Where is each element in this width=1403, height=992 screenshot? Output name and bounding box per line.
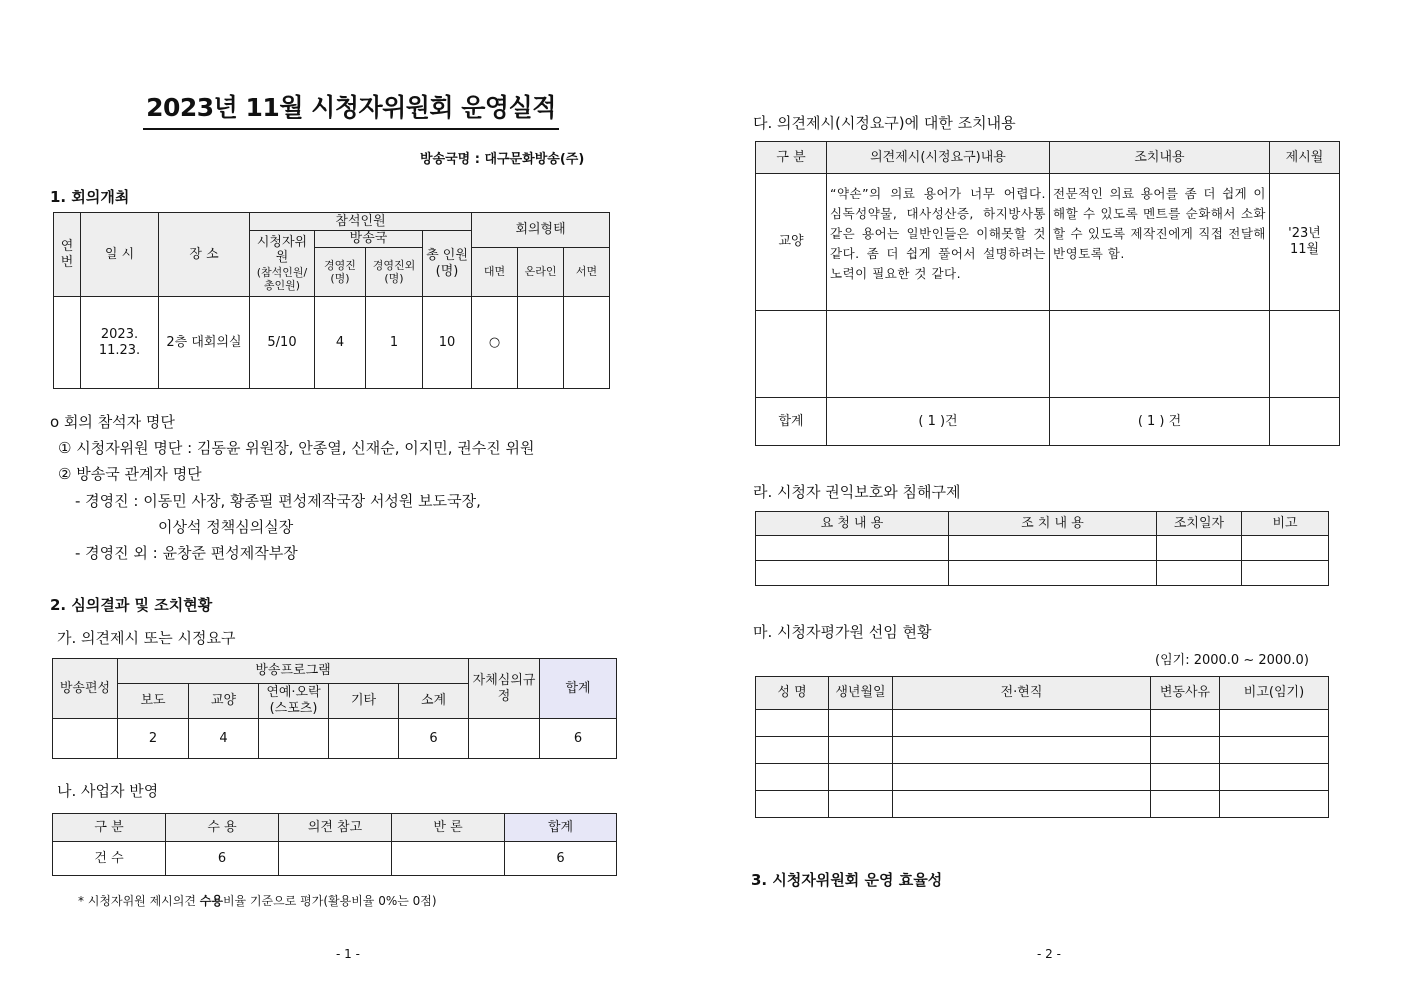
cell-empty: [1220, 764, 1329, 791]
col-accept: 수 용: [166, 814, 279, 842]
col-exec: 경영진(명): [315, 248, 366, 297]
term-label: (임기: 2000.0 ~ 2000.0): [1155, 653, 1309, 668]
cell-viewer: 5/10: [250, 297, 315, 389]
page-number-1: - 1 -: [336, 947, 360, 961]
participants-line5: - 경영진 외 : 윤창준 편성제작부장: [75, 544, 298, 562]
participants-heading: o 회의 참석자 명단: [50, 413, 175, 431]
cell-online: [518, 297, 564, 389]
participants-line2: ② 방송국 관계자 명단: [58, 465, 202, 483]
evaluator-table: [755, 676, 1329, 818]
col-entertainment: 연예·오락(스포츠): [259, 684, 329, 719]
cell-self-review: [469, 719, 540, 759]
action-table: [755, 141, 1340, 446]
cell-date: [81, 297, 159, 389]
cell-no: [54, 297, 81, 389]
col-note: 비고: [1242, 512, 1329, 536]
col-month: 제시월: [1270, 142, 1340, 174]
cell-month-line2: 11월: [1289, 242, 1320, 257]
cell-written: [564, 297, 610, 389]
cell-empty: [829, 791, 893, 818]
col-in-person: 대면: [472, 248, 518, 297]
cell-empty: [1270, 311, 1340, 398]
col-date: 조치일자: [1157, 512, 1242, 536]
cell-empty: [949, 561, 1157, 586]
col-self-review: 자체심의규정: [469, 659, 540, 719]
col-format: 회의형태: [472, 213, 610, 248]
subsection-e-heading: 마. 시청자평가원 선임 현황: [753, 623, 932, 641]
participants-line1: ① 시청자위원 명단 : 김동윤 위원장, 안종열, 신재순, 이지민, 권수진 위원: [58, 439, 535, 457]
cell-month: [1270, 174, 1340, 311]
footnote-post: 비율 기준으로 평가(활용비율 0%는 0점): [222, 894, 437, 908]
cell-empty: [829, 764, 893, 791]
cell-empty: [1151, 791, 1220, 818]
cell-action: 전문적인 의료 용어를 좀 더 쉽게 이해할 수 있도록 멘트를 순화해서 소화할 수 있도록 제작진에게 직접 전달해 반영토록 함.: [1050, 174, 1270, 311]
col-reason: 변동사유: [1151, 677, 1220, 710]
cell-opinion: “약손”의 의료 용어가 너무 어렵다. 심독성약물, 대사성산증, 하지방사통 같은 용어는 일반인들은 이해못할 것 같다. 좀 더 쉽게 풀어서 설명하려는 노력이 필요한 것 같다.: [827, 174, 1050, 311]
cell-total-opinion: ( 1 )건: [827, 398, 1050, 446]
cell-empty: [756, 561, 949, 586]
col-reference: 의견 참고: [279, 814, 392, 842]
col-job: 전·현직: [893, 677, 1151, 710]
col-subtotal: 소계: [399, 684, 469, 719]
cell-empty: [893, 791, 1151, 818]
cell-exec: 4: [315, 297, 366, 389]
cell-empty: [829, 710, 893, 737]
page-title: 2023년 11월 시청자위원회 운영실적: [143, 88, 559, 130]
col-attendees: 참석인원: [250, 213, 472, 231]
cell-empty: [756, 764, 829, 791]
col-org: 방송편성: [53, 659, 118, 719]
cell-empty: [1270, 398, 1340, 446]
col-rebuttal: 반 론: [392, 814, 505, 842]
cell-empty: [756, 536, 949, 561]
col-online: 온라인: [518, 248, 564, 297]
cell-place: 2층 대회의실: [159, 297, 250, 389]
col-category: 구 분: [756, 142, 827, 174]
cell-total-action: ( 1 ) 건: [1050, 398, 1270, 446]
cell-org: [53, 719, 118, 759]
cell-row-label: 건 수: [53, 842, 166, 876]
cell-empty: [893, 764, 1151, 791]
cell-empty: [829, 737, 893, 764]
cell-sum: 6: [505, 842, 617, 876]
meeting-table: [53, 212, 610, 389]
col-sum: 합계: [505, 814, 617, 842]
reflection-table: [52, 813, 617, 876]
cell-empty: [949, 536, 1157, 561]
page-number-2: - 2 -: [1037, 947, 1061, 961]
subsection-b-heading: 나. 사업자 반영: [57, 782, 159, 800]
subsection-a-heading: 가. 의견제시 또는 시정요구: [57, 629, 236, 647]
col-date: 일 시: [81, 213, 159, 297]
col-non-exec: 경영진외(명): [366, 248, 423, 297]
col-written: 서면: [564, 248, 610, 297]
cell-empty: [1157, 561, 1242, 586]
col-sum: 합계: [540, 659, 617, 719]
cell-empty: [1050, 311, 1270, 398]
cell-empty: [1157, 536, 1242, 561]
cell-reference: [279, 842, 392, 876]
col-viewer-label: 시청자위원: [256, 234, 308, 266]
col-request: 요 청 내 용: [756, 512, 949, 536]
participants-line4: 이상석 정책심의실장: [158, 518, 294, 536]
cell-culture: 4: [189, 719, 259, 759]
cell-empty: [1151, 764, 1220, 791]
cell-other: [329, 719, 399, 759]
cell-rebuttal: [392, 842, 505, 876]
cell-in-person: ○: [472, 297, 518, 389]
footnote-pre: * 시청자위원 제시의견: [78, 894, 200, 908]
col-other: 기타: [329, 684, 399, 719]
cell-empty: [1220, 737, 1329, 764]
footnote-bold: 수용: [199, 894, 223, 908]
cell-sum: 6: [540, 719, 617, 759]
cell-date-line1: 2023.: [100, 326, 139, 342]
cell-empty: [893, 737, 1151, 764]
cell-non-exec: 1: [366, 297, 423, 389]
rights-table: [755, 511, 1329, 586]
cell-subtotal: 6: [399, 719, 469, 759]
col-birth: 생년월일: [829, 677, 893, 710]
cell-empty: [1151, 710, 1220, 737]
cell-empty: [827, 311, 1050, 398]
cell-category: 교양: [756, 174, 827, 311]
col-program: 방송프로그램: [118, 659, 469, 684]
col-note: 비고(임기): [1220, 677, 1329, 710]
subsection-c-heading: 다. 의견제시(시정요구)에 대한 조치내용: [753, 114, 1016, 132]
cell-empty: [893, 710, 1151, 737]
col-name: 성 명: [756, 677, 829, 710]
cell-empty: [756, 737, 829, 764]
col-action: 조치내용: [1050, 142, 1270, 174]
col-action: 조 치 내 용: [949, 512, 1157, 536]
cell-empty: [1220, 791, 1329, 818]
col-viewer-sub: (참석인원/총인원): [256, 265, 308, 293]
col-place: 장 소: [159, 213, 250, 297]
col-news: 보도: [118, 684, 189, 719]
participants-line3: - 경영진 : 이동민 사장, 황종필 편성제작국장 서성원 보도국장,: [75, 492, 481, 510]
section3-heading: 3. 시청자위원회 운영 효율성: [751, 871, 943, 889]
cell-date-line2: 11.23.: [98, 342, 141, 358]
cell-empty: [1151, 737, 1220, 764]
col-viewer-members: [250, 231, 315, 297]
col-station: 방송국: [315, 231, 423, 248]
cell-empty: [756, 311, 827, 398]
broadcaster-name: 방송국명 : 대구문화방송(주): [420, 152, 585, 167]
cell-total: 10: [423, 297, 472, 389]
col-culture: 교양: [189, 684, 259, 719]
opinion-count-table: [52, 658, 617, 759]
cell-empty: [1242, 561, 1329, 586]
cell-entertainment: [259, 719, 329, 759]
cell-news: 2: [118, 719, 189, 759]
cell-total-label: 합계: [756, 398, 827, 446]
section2-heading: 2. 심의결과 및 조치현황: [50, 596, 213, 614]
footnote: [78, 892, 437, 909]
cell-empty: [1220, 710, 1329, 737]
cell-empty: [1242, 536, 1329, 561]
cell-empty: [756, 710, 829, 737]
col-category: 구 분: [53, 814, 166, 842]
section1-heading: 1. 회의개최: [50, 188, 130, 206]
subsection-d-heading: 라. 시청자 권익보호와 침해구제: [753, 483, 961, 501]
cell-month-line1: '23년: [1288, 226, 1321, 242]
col-no: 연번: [54, 213, 81, 297]
col-opinion: 의견제시(시정요구)내용: [827, 142, 1050, 174]
col-total: 총 인원(명): [423, 231, 472, 297]
cell-empty: [756, 791, 829, 818]
cell-accept: 6: [166, 842, 279, 876]
